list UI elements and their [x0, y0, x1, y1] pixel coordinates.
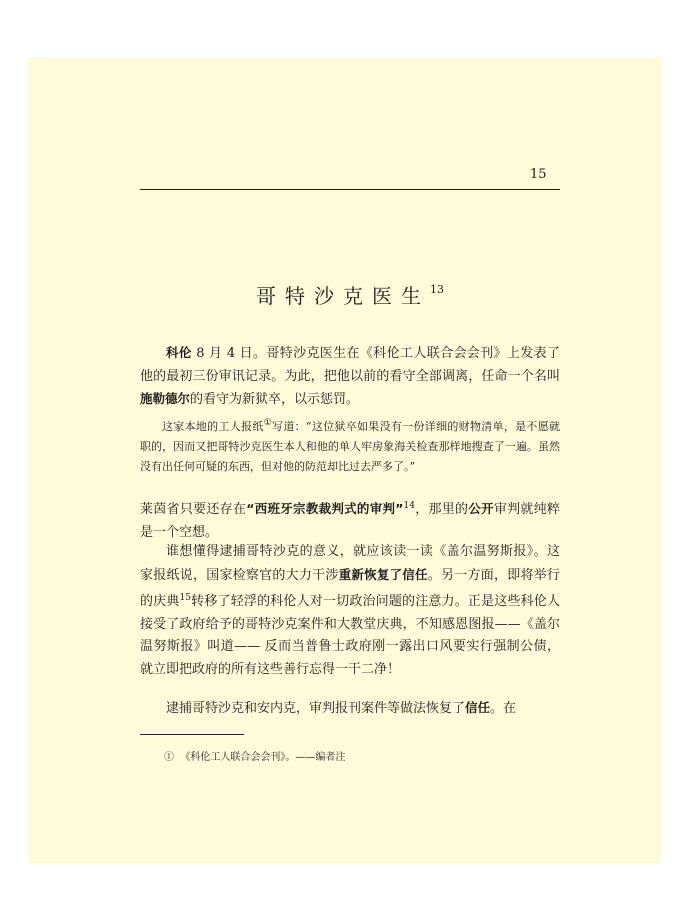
paragraph-1 — [140, 342, 560, 412]
paragraph-2 — [140, 495, 560, 544]
footnote-text: 《科伦工人联合会会刊》。——编者注 — [180, 752, 346, 763]
footnote-reference: ① — [263, 418, 273, 428]
footnote-marker: ① — [164, 752, 174, 763]
paragraph-3 — [140, 541, 560, 681]
header-rule — [140, 189, 560, 190]
paragraph-4-bold-a: 信任 — [465, 700, 491, 715]
paragraph-4-text-a: 逮捕哥特沙克和安内克，审判报刊案件等做法恢复了 — [166, 701, 466, 716]
paragraph-3-bold-a: 重新恢复了信任 — [338, 566, 428, 582]
quote-text-a: 这家本地的工人报纸 — [162, 420, 264, 433]
paragraph-2-note: 14 — [403, 501, 415, 511]
place-name: 科伦 — [166, 345, 192, 360]
quote-text-b: 写道：“这位狱卒如果没有一份详细的财物清单，是不愿就职的，因而又把哥特沙克医生本人和他的单人牢房象海关检查那样地搜查了一遍。虽然没有出任何可疑的东西，但对他的防范却比过去严多了。” — [140, 420, 561, 473]
person-name: 施勒德尔 — [140, 391, 191, 406]
paragraph-2-bold-b: 公开 — [468, 501, 494, 516]
paragraph-2-text-c: 审判就纯粹是一个空想。 — [140, 502, 560, 540]
paragraph-3-note: 15 — [179, 593, 191, 603]
chapter-title-note: 13 — [430, 283, 444, 296]
paragraph-1-text: 8 月 4 日。哥特沙克医生在《科伦工人联合会会刊》上发表了他的最初三份审讯记录。为此，把他以前的看守全部调离，任命一个名叫 — [140, 346, 560, 384]
chapter-title — [140, 280, 560, 309]
block-quote — [140, 413, 560, 477]
paragraph-2-text-a: 莱茵省只要还存在 — [140, 502, 247, 517]
footnote — [164, 748, 345, 763]
paragraph-4-text-b: 。在 — [490, 701, 517, 716]
paragraph-4 — [140, 697, 560, 721]
page-number: 15 — [530, 167, 547, 182]
paragraph-2-text-b: ，那里的 — [414, 502, 469, 517]
paragraph-3-text-c: 转移了轻浮的科伦人对一切政治问题的注意力。正是这些科伦人接受了政府给予的哥特沙克案件和大教堂庆典，不知感恩图报——《盖尔温努斯报》叫道—— 反而当普鲁士政府刚一露出口风要实行强制公债，就立即把政府的所有这些善行忘得一干二净！ — [140, 594, 560, 677]
paragraph-3-text-b: 。另一方面，即将举行的庆典 — [140, 567, 560, 609]
paragraph-2-bold-a: “西班牙宗教裁判式的审判” — [246, 501, 404, 516]
chapter-title-text: 哥特沙克医生 — [256, 284, 430, 308]
paragraph-3-text-a: 谁想懂得逮捕哥特沙克的意义，就应该读一读《盖尔温努斯报》。这家报纸说，国家检察官的大力干涉 — [140, 544, 560, 583]
paragraph-1-tail: 的看守为新狱卒，以示惩罚。 — [190, 392, 360, 407]
footnote-rule — [140, 734, 244, 735]
